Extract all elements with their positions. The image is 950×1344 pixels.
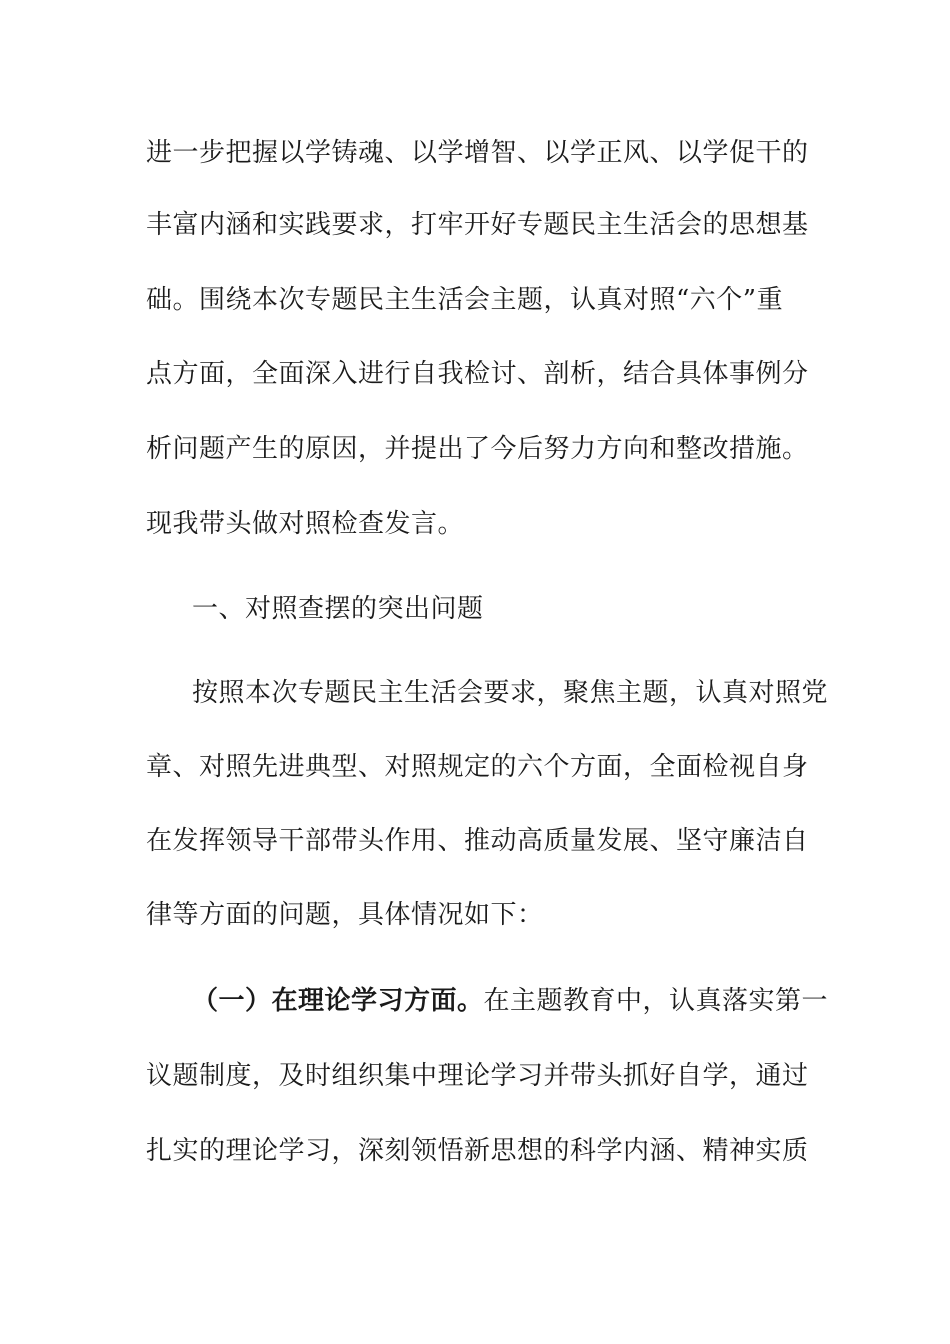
paragraph-1-line-1: 进一步把握以学铸魂、以学增智、以学正风、以学促干的: [146, 138, 809, 168]
paragraph-1-line-6: 现我带头做对照检查发言。: [146, 509, 465, 539]
subsection-first-line-text: 在主题教育中，认真落实第一: [483, 986, 829, 1016]
paragraph-2-line-3: 在发挥领导干部带头作用、推动高质量发展、坚守廉洁自: [146, 826, 809, 856]
paragraph-1-line-5: 析问题产生的原因，并提出了今后努力方向和整改措施。: [146, 434, 809, 464]
subsection-line-3: 扎实的理论学习，深刻领悟新思想的科学内涵、精神实质: [146, 1136, 809, 1166]
subsection-title: （一）在理论学习方面。: [192, 986, 484, 1016]
paragraph-2-line-4: 律等方面的问题，具体情况如下：: [146, 900, 544, 930]
subsection-line-2: 议题制度，及时组织集中理论学习并带头抓好自学，通过: [146, 1061, 809, 1091]
paragraph-1-line-2: 丰富内涵和实践要求，打牢开好专题民主生活会的思想基: [146, 210, 809, 240]
section-heading: 一、对照查摆的突出问题: [192, 594, 484, 624]
paragraph-2-line-1: 按照本次专题民主生活会要求，聚焦主题，认真对照党: [192, 678, 829, 708]
subsection-first-line: [192, 984, 828, 1018]
paragraph-1-line-4: 点方面，全面深入进行自我检讨、剖析，结合具体事例分: [146, 359, 809, 389]
paragraph-1-line-3: 础。围绕本次专题民主生活会主题，认真对照“六个”重: [146, 285, 784, 315]
paragraph-2-line-2: 章、对照先进典型、对照规定的六个方面，全面检视自身: [146, 752, 809, 782]
